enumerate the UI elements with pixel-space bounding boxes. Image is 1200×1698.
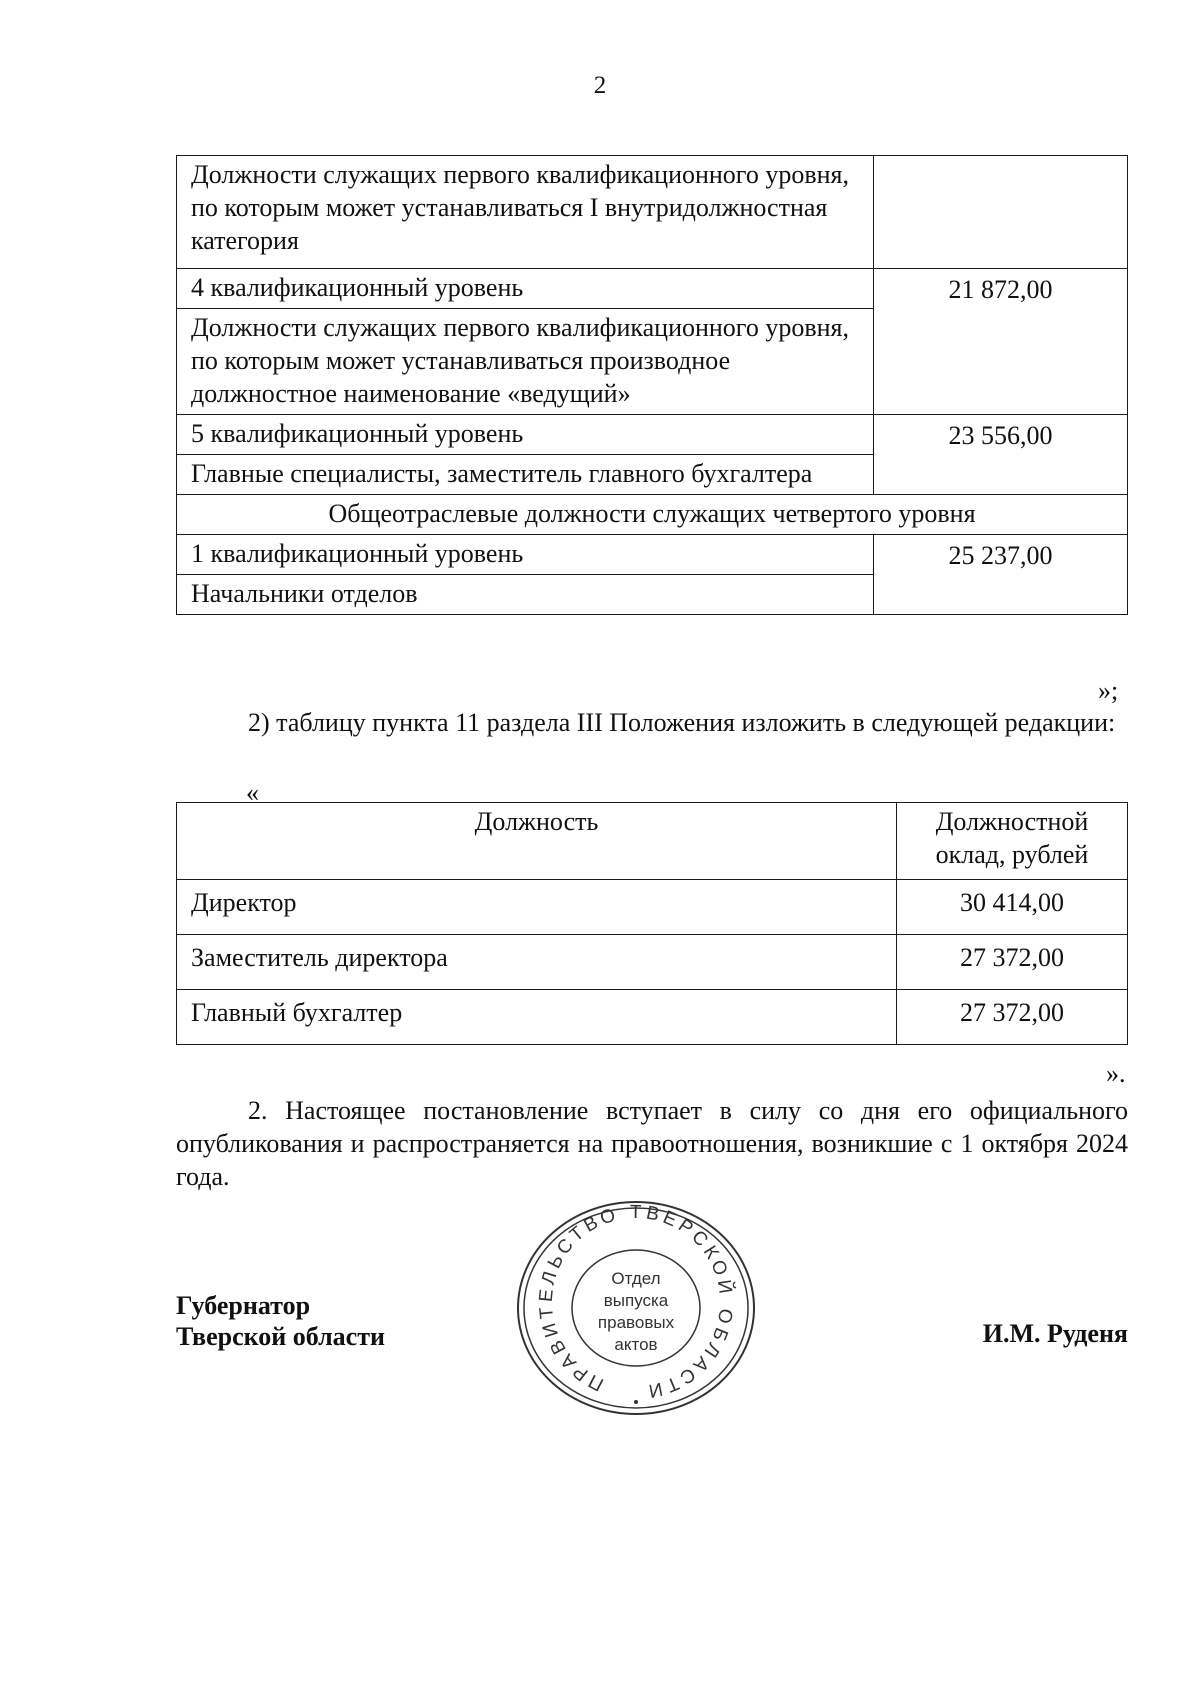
signature-title-line: Губернатор [176, 1291, 311, 1320]
table-cell-position: Главный бухгалтер [177, 990, 897, 1045]
salary-table-levels [176, 155, 1128, 615]
stamp-star-icon [634, 1400, 638, 1404]
table-row [177, 935, 1128, 990]
table-row [177, 156, 1128, 269]
official-stamp [516, 1200, 756, 1416]
table-section-row [177, 495, 1128, 535]
table-row [177, 535, 1128, 575]
table-row [177, 990, 1128, 1045]
close-quote: »; [1098, 676, 1119, 705]
table-cell-text: Главные специалисты, заместитель главного бухгалтера [177, 455, 874, 495]
table-header-salary: Должностной оклад, рублей [897, 803, 1128, 880]
paragraph-clause-2: 2. Настоящее постановление вступает в силу со дня его официального опубликования и распространяется на правоотношения, возникшие с 1 октября 2024 года. [176, 1096, 1128, 1191]
table-cell-salary: 27 372,00 [897, 935, 1128, 990]
table-cell-text: 1 квалификационный уровень [177, 535, 874, 575]
table-cell-text: 4 квалификационный уровень [177, 269, 874, 309]
table-cell-text: Должности служащих первого квалификационного уровня, по которым может устанавливаться I внутридолжностная категория [177, 156, 874, 269]
table-cell-value: 21 872,00 [874, 269, 1128, 415]
signature-title [176, 1290, 385, 1352]
signature-name: И.М. Руденя [982, 1319, 1128, 1348]
close-quote: ». [1106, 1059, 1126, 1088]
table-cell-position: Директор [177, 880, 897, 935]
table-section-heading: Общеотраслевые должности служащих четвертого уровня [177, 495, 1128, 535]
open-quote: « [246, 778, 259, 807]
table-cell-value: 25 237,00 [874, 535, 1128, 615]
signature-title-line: Тверской области [176, 1322, 385, 1351]
table-row [177, 880, 1128, 935]
paragraph-item-2: 2) таблицу пункта 11 раздела III Положения изложить в следующей редакции: [248, 708, 1116, 737]
salary-table-positions [176, 802, 1128, 1045]
table-cell-text: Начальники отделов [177, 575, 874, 615]
stamp-center-line: Отдел [611, 1269, 661, 1288]
table-cell-salary: 27 372,00 [897, 990, 1128, 1045]
table-header-position: Должность [177, 803, 897, 880]
stamp-center-line: выпуска [603, 1291, 669, 1310]
table-cell-text: 5 квалификационный уровень [177, 415, 874, 455]
page-number: 2 [593, 72, 607, 99]
table-row [177, 415, 1128, 455]
stamp-ring-text: ПРАВИТЕЛЬСТВО ТВЕРСКОЙ ОБЛАСТИ [535, 1201, 737, 1402]
stamp-center-line: актов [614, 1335, 658, 1354]
table-cell-salary: 30 414,00 [897, 880, 1128, 935]
table-cell-value [874, 156, 1128, 269]
table-cell-position: Заместитель директора [177, 935, 897, 990]
table-header-row [177, 803, 1128, 880]
table-cell-text: Должности служащих первого квалификационного уровня, по которым может устанавливаться производное должностное наименование «ведущий» [177, 309, 874, 415]
table-row [177, 269, 1128, 309]
table-cell-value: 23 556,00 [874, 415, 1128, 495]
stamp-center-line: правовых [597, 1313, 675, 1332]
